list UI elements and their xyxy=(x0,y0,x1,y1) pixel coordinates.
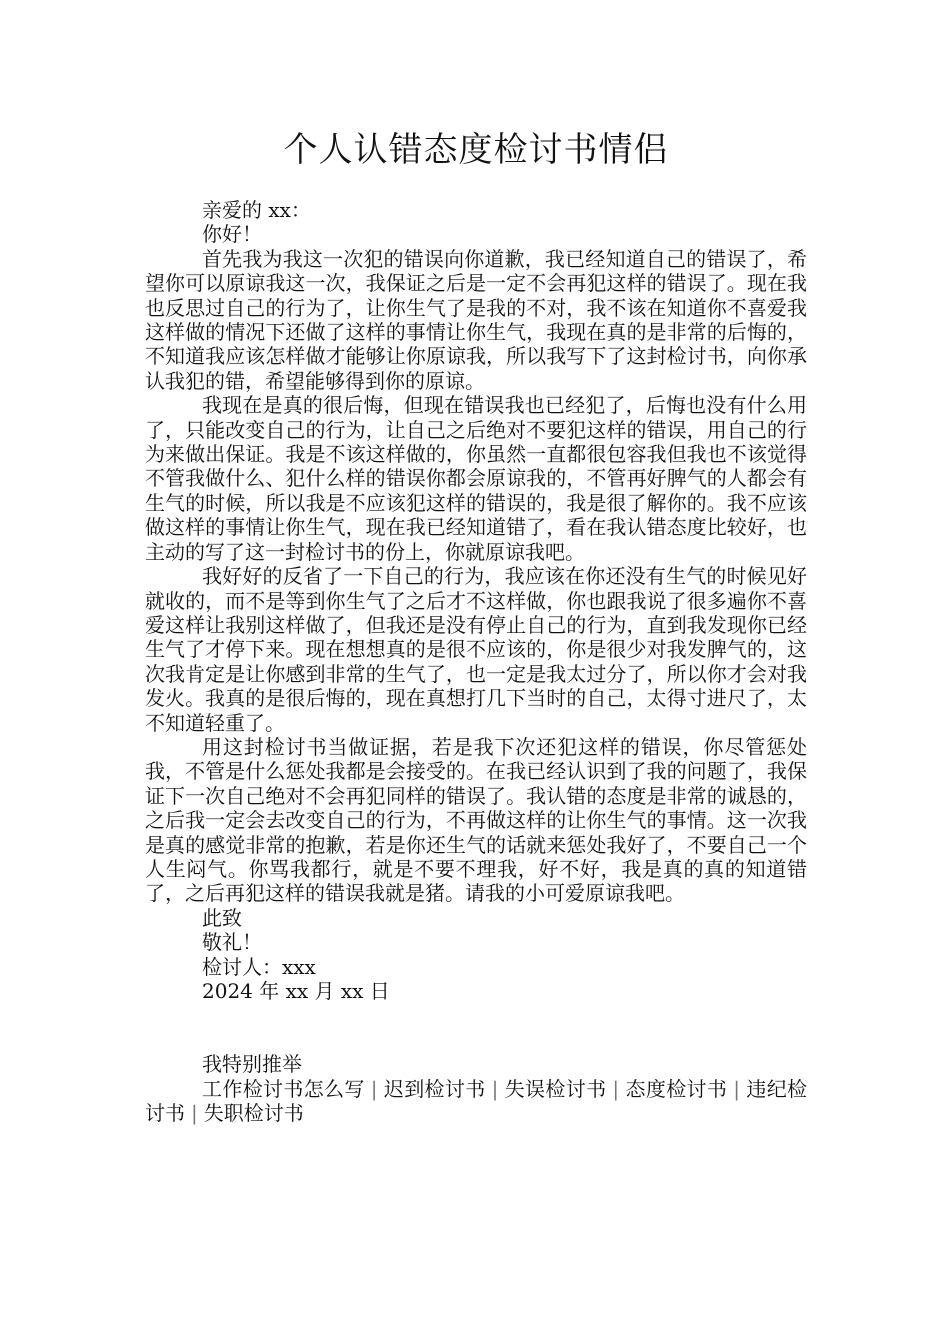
paragraph-3: 我好好的反省了一下自己的行为，我应该在你还没有生气的时候见好就收的，而不是等到你生气了之后才不这样做，你也跟我说了很多遍你不喜爱这样让我别这样做了，但我还是没有停止自己的行为，直到我发现你已经生气了才停下来。现在想想真的是很不应该的，你是很少对我发脾气的，这次我肯定是让你感到非常的生气了，也一定是我太过分了，所以你才会对我发火。我真的是很后悔的，现在真想打几下当时的自己，太得寸进尺了，太不知道轻重了。 xyxy=(145,564,807,735)
link-attitude-review[interactable]: 态度检讨书 xyxy=(625,1076,728,1101)
signer: 检讨人：xxx xyxy=(202,954,316,979)
paragraph-4: 用这封检讨书当做证据，若是我下次还犯这样的错误，你尽管惩处我，不管是什么惩处我都是会接受的。在我已经认识到了我的问题了，我保证下一次自己绝对不会再犯同样的错误了。我认错的态度是非常的诚恳的，之后我一定会去改变自己的行为，不再做这样的让你生气的事情。这一次我是真的感觉非常的抱歉，若是你还生气的话就来惩处我好了，不要自己一个人生闷气。你骂我都行，就是不要不理我，好不好，我是真的真的知道错了，之后再犯这样的错误我就是猪。请我的小可爱原谅我吧。 xyxy=(145,734,807,906)
closing-2: 敬礼！ xyxy=(202,930,262,955)
link-late-review[interactable]: 迟到检讨书 xyxy=(383,1076,486,1101)
link-work-review[interactable]: 工作检讨书怎么写 xyxy=(202,1076,365,1101)
link-separator: | xyxy=(491,1076,499,1101)
recommend-heading: 我特别推举 xyxy=(202,1052,302,1077)
link-separator: | xyxy=(370,1076,378,1101)
document-title: 个人认错态度检讨书情侣 xyxy=(283,130,669,170)
link-dereliction-review[interactable]: 失职检讨书 xyxy=(203,1101,304,1126)
recommend-links xyxy=(145,1077,807,1126)
date: 2024 年 xx 月 xx 日 xyxy=(202,979,390,1003)
paragraph-1: 首先我为我这一次犯的错误向你道歉，我已经知道自己的错误了，希望你可以原谅我这一次，我保证之后是一定不会再犯这样的错误了。现在我也反思过自己的行为了，让你生气了是我的不对，我不该在知道你不喜爱我这样做的情况下还做了这样的事情让你生气，我现在真的是非常的后悔的，不知道我应该怎样做才能够让你原谅我，所以我写下了这封检讨书，向你承认我犯的错，希望能够得到你的原谅。 xyxy=(145,246,807,393)
closing-1: 此致 xyxy=(202,905,242,930)
link-mistake-review[interactable]: 失误检讨书 xyxy=(504,1076,607,1101)
link-separator: | xyxy=(191,1101,198,1126)
document-body xyxy=(145,198,807,1126)
salutation: 亲爱的 xx： xyxy=(202,198,311,222)
paragraph-2: 我现在是真的很后悔，但现在错误我也已经犯了，后悔也没有什么用了，只能改变自己的行为，让自己之后绝对不要犯这样的错误，用自己的行为来做出保证。我是不该这样做的，你虽然一直都很包容我但我也不该觉得不管我做什么、犯什么样的错误你都会原谅我的，不管再好脾气的人都会有生气的时候，所以我是不应该犯这样的错误的，我是很了解你的。我不应该做这样的事情让你生气，现在我已经知道错了，看在我认错态度比较好，也主动的写了这一封检讨书的份上，你就原谅我吧。 xyxy=(145,393,807,564)
spacer xyxy=(145,1003,807,1052)
link-separator: | xyxy=(612,1076,620,1101)
greeting: 你好！ xyxy=(202,222,262,247)
link-discipline-review[interactable]: 违纪检讨书 xyxy=(145,1076,808,1126)
link-separator: | xyxy=(733,1076,740,1101)
